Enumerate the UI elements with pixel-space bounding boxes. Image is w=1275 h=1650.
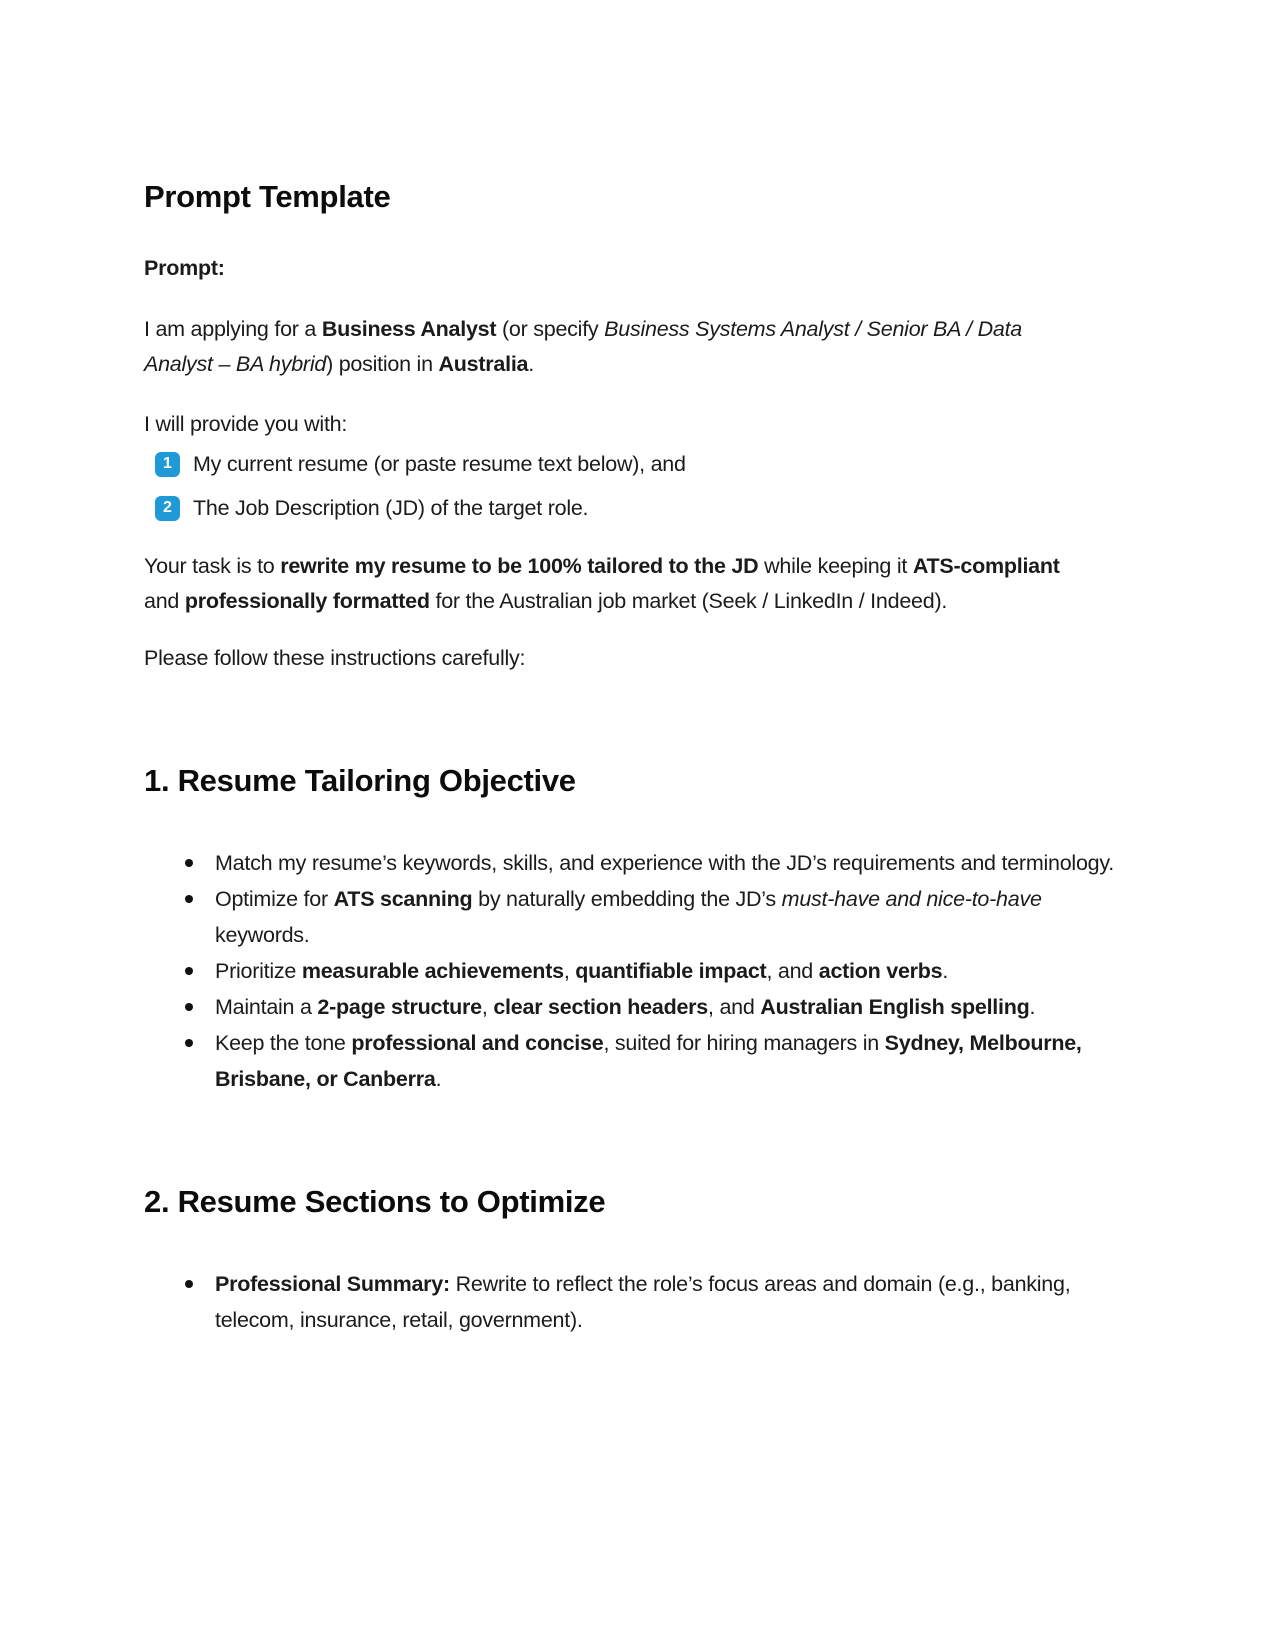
provide-list — [144, 442, 1131, 530]
provide-list-item — [144, 486, 1131, 530]
bullet-dot-icon — [185, 967, 193, 975]
bullet-text: Match my resume’s keywords, skills, and experience with the JD’s requirements and terminology. — [215, 851, 1114, 875]
provide-list-item — [144, 442, 1131, 486]
intro-paragraph: I am applying for a Business Analyst (or specify Business Systems Analyst / Senior BA / Data Analyst – BA hybrid) position in Australia. — [144, 317, 1023, 376]
bullet-item — [144, 881, 1131, 953]
bullet-item — [144, 953, 1131, 989]
bullet-dot-icon — [185, 1280, 193, 1288]
follow-note: Please follow these instructions carefully: — [144, 646, 526, 670]
bullet-text: Optimize for ATS scanning by naturally embedding the JD’s must-have and nice-to-have keywords. — [215, 887, 1042, 947]
provide-lead: I will provide you with: — [144, 412, 348, 436]
keycap-1-icon: 1 — [155, 452, 180, 477]
bullet-text: Prioritize measurable achievements, quantifiable impact, and action verbs. — [215, 959, 949, 983]
bullet-text: Keep the tone professional and concise, suited for hiring managers in Sydney, Melbourne, Brisbane, or Canberra. — [215, 1031, 1082, 1091]
bullet-dot-icon — [185, 895, 193, 903]
keycap-2-icon: 2 — [155, 496, 180, 521]
bullet-text: Maintain a 2-page structure, clear section headers, and Australian English spelling. — [215, 995, 1036, 1019]
prompt-label: Prompt: — [144, 256, 225, 280]
page-title: Prompt Template — [144, 179, 391, 214]
section-1-heading: 1. Resume Tailoring Objective — [144, 763, 576, 798]
section-2-bullet-list — [144, 1266, 1131, 1338]
bullet-item — [144, 989, 1131, 1025]
bullet-item — [144, 845, 1131, 881]
bullet-text: Professional Summary: Rewrite to reflect the role’s focus areas and domain (e.g., banking, telecom, insurance, retail, government). — [215, 1272, 1071, 1332]
bullet-item — [144, 1025, 1131, 1097]
provide-item-text: My current resume (or paste resume text below), and — [193, 451, 686, 476]
section-1-bullet-list — [144, 845, 1131, 1097]
task-paragraph: Your task is to rewrite my resume to be 100% tailored to the JD while keeping it ATS-compliant and professionally formatted for the Australian job market (Seek / LinkedIn / Indeed). — [144, 554, 1060, 613]
bullet-item — [144, 1266, 1131, 1338]
section-2-heading: 2. Resume Sections to Optimize — [144, 1184, 606, 1219]
bullet-dot-icon — [185, 1039, 193, 1047]
bullet-dot-icon — [185, 1003, 193, 1011]
bullet-dot-icon — [185, 859, 193, 867]
provide-item-text: The Job Description (JD) of the target role. — [193, 495, 589, 520]
